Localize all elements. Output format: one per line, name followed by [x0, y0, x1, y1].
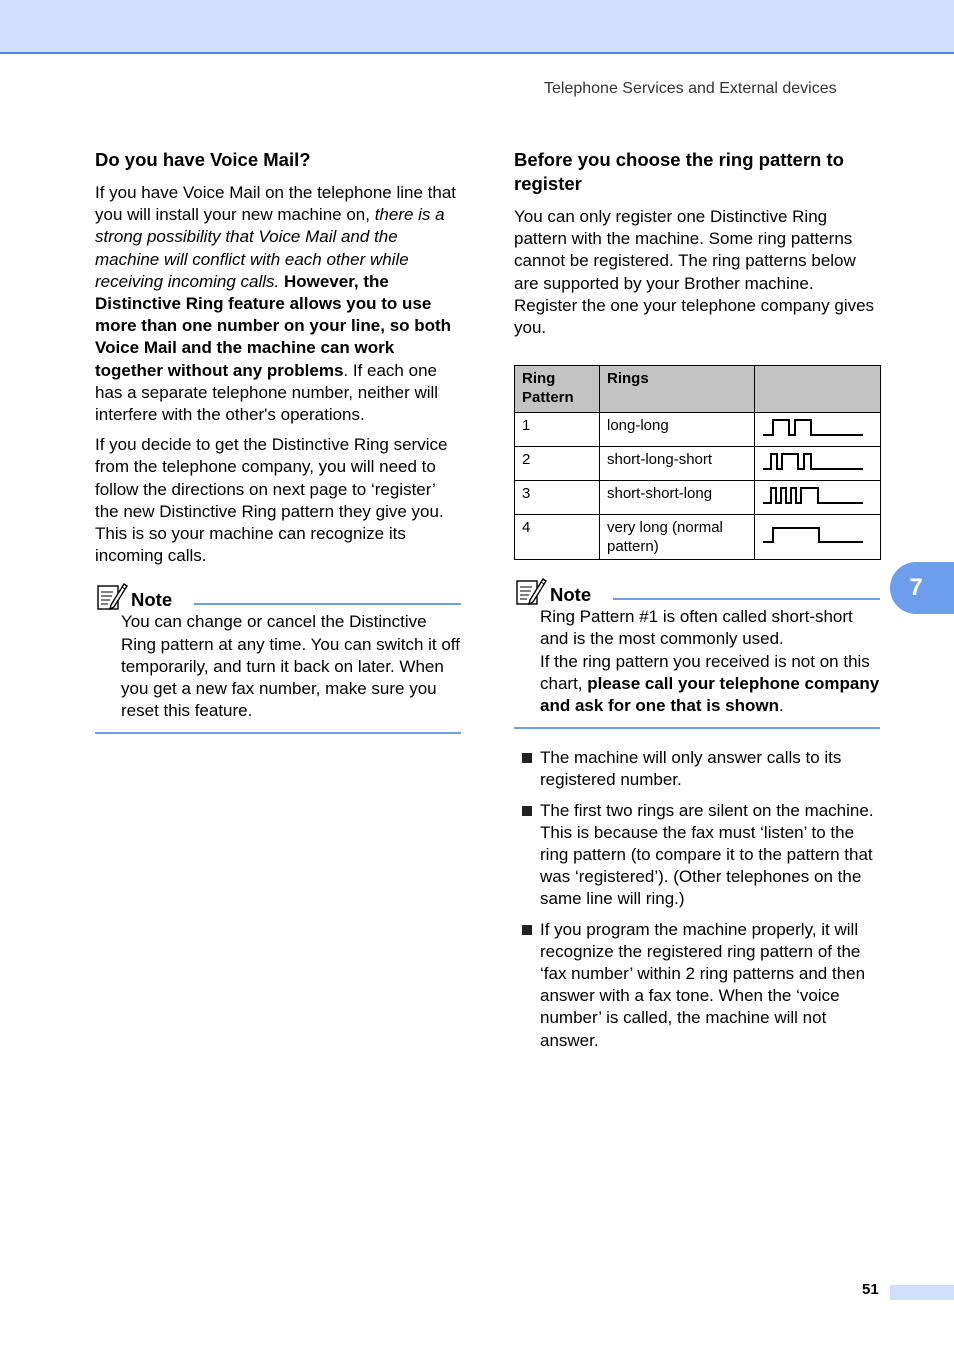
voice-mail-paragraph-2: If you decide to get the Distinctive Ring service from the telephone company, you will need to follow the directions on next page to ‘register’ the new Distinctive Ring pattern they give you. This is so your machine can recognize its incoming calls. [95, 435, 448, 566]
bullet-text: If you program the machine properly, it will recognize the registered ring pattern of the ‘fax number’ within 2 ring patterns and then answer with a fax tone. When the ‘voice number’ is called, the machine will not answer. [540, 919, 866, 1050]
table-row [515, 481, 881, 515]
chapter-number: 7 [909, 574, 923, 601]
p1-italic-text: there is a strong possibility that Voice Mail and the machine will conflict with each other while receiving incoming calls. [95, 205, 445, 291]
table-row [515, 515, 881, 560]
pattern-rings: long-long [600, 413, 755, 447]
list-item [514, 747, 880, 791]
pattern-number: 4 [515, 515, 600, 560]
pattern-rings: short-long-short [600, 447, 755, 481]
header-waveform [755, 366, 881, 413]
pattern-number: 1 [515, 413, 600, 447]
pattern-rings: short-short-long [600, 481, 755, 515]
note-top-rule [613, 598, 880, 600]
bullet-text: The first two rings are silent on the machine. This is because the fax must ‘listen’ to the ring pattern (to compare it to the pattern that was ‘registered’). (Other telephones on the same line will ring.) [540, 800, 874, 909]
table-header-row [515, 366, 881, 413]
note-text [514, 606, 880, 717]
ring-pattern-heading: Before you choose the ring pattern to register [514, 149, 844, 194]
chapter-tab [890, 562, 954, 614]
list-item [514, 800, 880, 911]
left-note [95, 581, 461, 734]
right-column [514, 148, 880, 1060]
waveform-cell [755, 413, 881, 447]
note-header [514, 576, 880, 606]
note-bottom-rule [514, 727, 880, 729]
note-text: You can change or cancel the Distinctive Ring pattern at any time. You can switch it off temporarily, and turn it back on later. When you get a new fax number, make sure you reset this feature. [121, 612, 460, 721]
waveform-cell [755, 481, 881, 515]
pattern-number: 2 [515, 447, 600, 481]
note-line-2-bold: please call your telephone company and ask for one that is shown [540, 673, 880, 716]
voice-mail-paragraph-1 [95, 182, 461, 426]
header-ring-pattern: Ring Pattern [515, 366, 600, 413]
p1-end-text: . If each one has a separate telephone number, neither will interfere with the other's operations. [95, 360, 439, 425]
bullet-square-icon [522, 925, 532, 935]
note-pencil-icon [514, 576, 548, 606]
note-line-2-text: If the ring pattern you received is not on this chart, [540, 651, 870, 693]
right-note [514, 576, 880, 729]
note-bottom-rule [95, 732, 461, 734]
table-row [515, 447, 881, 481]
waveform-short-short-long-icon [761, 485, 865, 505]
note-header [95, 581, 461, 611]
note-line-1: Ring Pattern #1 is often called short-short and is the most commonly used. [540, 607, 853, 649]
pattern-number: 3 [515, 481, 600, 515]
table-row [515, 413, 881, 447]
bullet-list [514, 747, 880, 1052]
note-line-2-end: . [778, 696, 784, 716]
ring-pattern-paragraph: You can only register one Distinctive Ring pattern with the machine. Some ring patterns cannot be registered. The ring patterns below are supported by your Brother machine. Register the one your telephone company gives you. [514, 207, 875, 338]
note-top-rule [194, 603, 461, 605]
p1-text: If you have Voice Mail on the telephone line that you will install your new machine on, [95, 183, 457, 225]
list-item [514, 919, 880, 1052]
bullet-square-icon [522, 806, 532, 816]
waveform-cell [755, 515, 881, 560]
pattern-rings: very long (normal pattern) [600, 515, 755, 560]
left-column [95, 148, 461, 734]
voice-mail-heading: Do you have Voice Mail? [95, 149, 311, 170]
waveform-long-long-icon [761, 417, 865, 437]
waveform-short-long-short-icon [761, 451, 865, 471]
note-label: Note [131, 589, 173, 611]
note-line-2 [540, 651, 880, 718]
note-label: Note [550, 584, 592, 606]
bullet-square-icon [522, 753, 532, 763]
bullet-text: The machine will only answer calls to its registered number. [540, 748, 842, 790]
p1-bold-text: However, the Distinctive Ring feature allows you to use more than one number on your line, so both Voice Mail and the machine can work together without any problems [95, 271, 452, 380]
page-number: 51 [862, 1281, 879, 1298]
ring-pattern-table [514, 365, 881, 560]
page-number-band [890, 1285, 954, 1300]
header-rings: Rings [600, 366, 755, 413]
waveform-cell [755, 447, 881, 481]
top-color-band [0, 0, 954, 54]
running-header: Telephone Services and External devices [544, 80, 837, 97]
note-pencil-icon [95, 581, 129, 611]
waveform-very-long-icon [761, 524, 865, 546]
